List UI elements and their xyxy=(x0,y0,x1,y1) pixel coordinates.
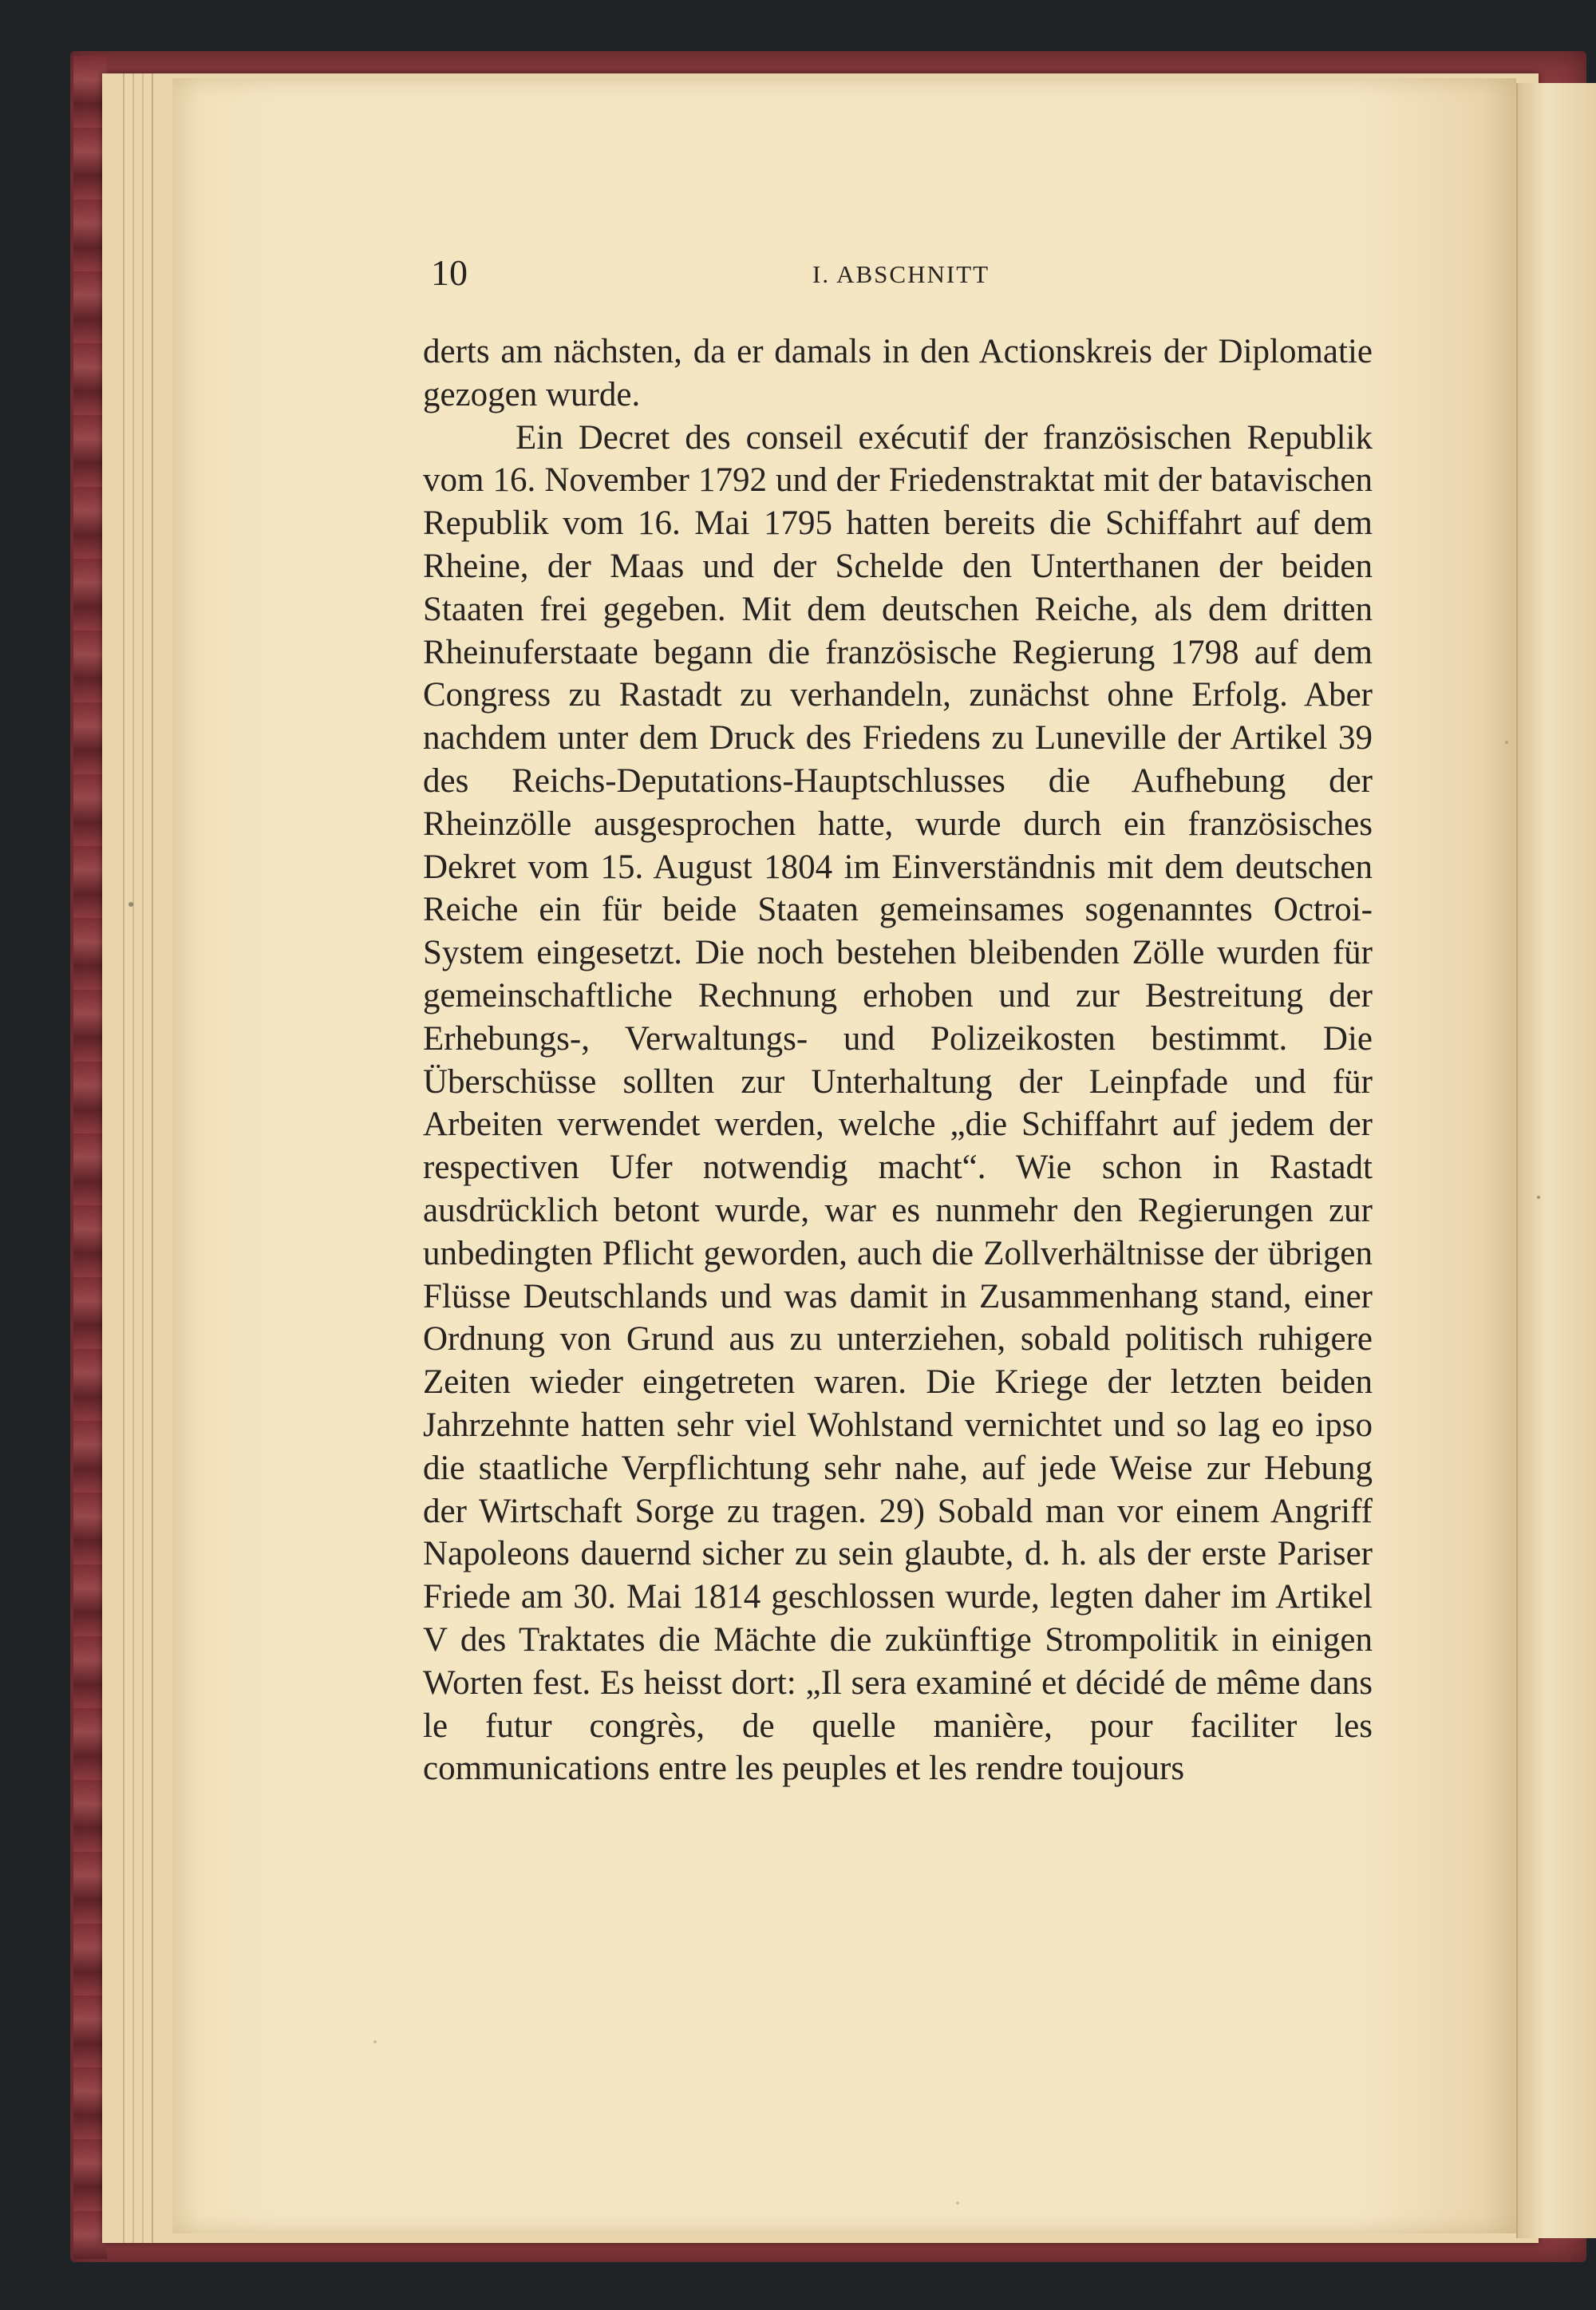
paragraph-main: Ein Decret des conseil exécutif der französischen Republik vom 16. November 1792 und der Friedenstraktat mit der batavischen Republik vom 16. Mai 1795 hatten bereits die Schiffahrt auf dem Rheine, der Maas und der Schelde den Unterthanen der beiden Staaten frei gegeben. Mit dem deutschen Reiche, als dem dritten Rheinuferstaate begann die französische Regierung 1798 auf dem Congress zu Rastadt zu verhandeln, zunächst ohne Erfolg. Aber nachdem unter dem Druck des Friedens zu Luneville der Artikel 39 des Reichs-Deputations-Hauptschlusses die Aufhebung der Rheinzölle ausgesprochen hatte, wurde durch ein französisches Dekret vom 15. August 1804 im Einverständnis mit dem deutschen Reiche ein für beide Staaten gemeinsames sogenanntes Octroi-System eingesetzt. Die noch bestehen bleibenden Zölle wurden für gemeinschaftliche Rechnung erhoben und zur Bestreitung der Erhebungs-, Verwaltungs- und Polizeikosten bestimmt. Die Überschüsse sollten zur Unterhaltung der Leinpfade und für Arbeiten verwendet werden, welche „die Schiffahrt auf jedem der respectiven Ufer notwendig macht“. Wie schon in Rastadt ausdrücklich betont wurde, war es nunmehr den Regierungen zur unbedingten Pflicht geworden, auch die Zollverhältnisse der übrigen Flüsse Deutschlands und was damit in Zusammenhang stand, einer Ordnung von Grund aus zu unterziehen, sobald politisch ruhigere Zeiten wieder eingetreten waren. Die Kriege der letzten beiden Jahrzehnte hatten sehr viel Wohlstand vernichtet und so lag eo ipso die staatliche Verpflichtung sehr nahe, auf jede Weise zur Hebung der Wirtschaft Sorge zu tragen. 29) Sobald man vor einem Angriff Napoleons dauernd sicher zu sein glaubte, d. h. als der erste Pariser Friede am 30. Mai 1814 geschlossen wurde, legten daher im Artikel V des Traktates die Mächte die zukünftige Strompolitik in einigen Worten fest. Es heisst dort: „Il sera examiné et décidé de même dans le futur congrès, de quelle manière, pour faciliter les communications entre les peuples et les rendre toujours xyxy=(423,418,1373,1788)
paragraph-continued: derts am nächsten, da er damals in den Actionskreis der Diplomatie gezogen wurde. xyxy=(423,333,1373,413)
running-head: I. ABSCHNITT xyxy=(812,260,990,288)
facing-page-edge xyxy=(1516,83,1596,2238)
page-header xyxy=(431,254,1373,302)
page-body xyxy=(423,330,1373,1790)
page-number: 10 xyxy=(431,252,468,293)
